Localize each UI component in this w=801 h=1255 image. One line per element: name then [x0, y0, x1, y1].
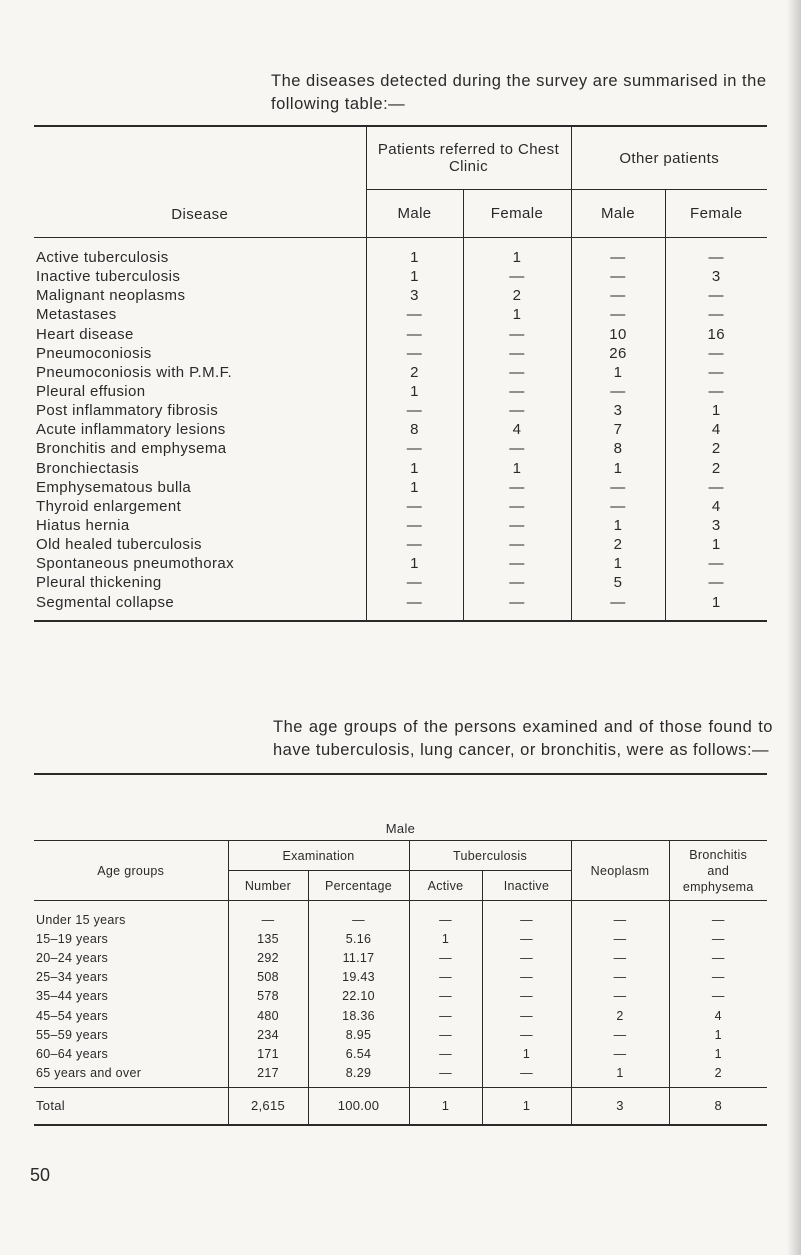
- number-cell: 171: [228, 1045, 308, 1064]
- disease-name: Heart disease: [36, 325, 134, 343]
- inactive-cell: —: [482, 930, 571, 949]
- number-cell: 508: [228, 968, 308, 987]
- number-cell: —: [228, 901, 308, 931]
- active-cell: —: [409, 1026, 482, 1045]
- active-cell: —: [409, 968, 482, 987]
- cc-female-cell: —: [463, 325, 571, 344]
- op-male-cell: 26: [571, 344, 665, 363]
- op-male-cell: —: [571, 593, 665, 621]
- op-male-header: Male: [571, 190, 665, 238]
- cc-male-cell: 3: [366, 286, 463, 305]
- disease-name: Emphysematous bulla: [36, 478, 192, 496]
- active-cell: 1: [409, 930, 482, 949]
- bronchitis-cell: 4: [669, 1006, 767, 1025]
- op-male-cell: 8: [571, 439, 665, 458]
- op-male-cell: 10: [571, 325, 665, 344]
- male-header: Male: [34, 774, 767, 841]
- cc-female-cell: —: [463, 593, 571, 621]
- neoplasm-cell: —: [571, 949, 669, 968]
- table-row: [34, 987, 767, 1006]
- disease-name: Acute inflammatory lesions: [36, 421, 226, 439]
- neoplasm-cell: —: [571, 1045, 669, 1064]
- cc-female-cell: 1: [463, 305, 571, 324]
- inactive-cell: —: [482, 1064, 571, 1088]
- total-number-cell: 2,615: [228, 1087, 308, 1125]
- op-female-cell: —: [665, 286, 767, 305]
- table-row: [34, 420, 767, 439]
- percentage-cell: 5.16: [308, 930, 409, 949]
- cc-male-cell: —: [366, 593, 463, 621]
- op-female-cell: —: [665, 554, 767, 573]
- op-female-cell: 1: [665, 593, 767, 621]
- percentage-cell: —: [308, 901, 409, 931]
- cc-female-cell: —: [463, 535, 571, 554]
- cc-male-header: Male: [366, 190, 463, 238]
- tuberculosis-header: Tuberculosis: [409, 841, 571, 871]
- cc-female-cell: —: [463, 344, 571, 363]
- percentage-cell: 11.17: [308, 949, 409, 968]
- op-female-cell: 16: [665, 325, 767, 344]
- neoplasm-header: Neoplasm: [571, 841, 669, 901]
- cc-male-cell: —: [366, 535, 463, 554]
- percentage-cell: 8.95: [308, 1026, 409, 1045]
- bronchitis-cell: 1: [669, 1045, 767, 1064]
- table-row: [34, 593, 767, 621]
- neoplasm-cell: —: [571, 1026, 669, 1045]
- cc-male-cell: 1: [366, 267, 463, 286]
- table-row: [34, 573, 767, 592]
- percentage-cell: 8.29: [308, 1064, 409, 1088]
- active-cell: —: [409, 949, 482, 968]
- op-female-cell: —: [665, 305, 767, 324]
- cc-female-cell: 4: [463, 420, 571, 439]
- age-group-label: 65 years and over: [36, 1065, 142, 1080]
- cc-male-cell: 1: [366, 554, 463, 573]
- active-cell: —: [409, 901, 482, 931]
- bronchitis-cell: —: [669, 949, 767, 968]
- inactive-cell: —: [482, 987, 571, 1006]
- op-male-cell: 1: [571, 459, 665, 478]
- table-row: [34, 1064, 767, 1088]
- op-male-cell: —: [571, 286, 665, 305]
- cc-female-cell: —: [463, 497, 571, 516]
- disease-name: Post inflammatory fibrosis: [36, 402, 219, 420]
- op-male-cell: —: [571, 305, 665, 324]
- table-row: [34, 344, 767, 363]
- chest-clinic-header: Patients referred to Chest Clinic: [366, 126, 571, 190]
- number-cell: 292: [228, 949, 308, 968]
- op-female-cell: 4: [665, 420, 767, 439]
- neoplasm-cell: —: [571, 968, 669, 987]
- age-group-label: 45–54 years: [36, 1008, 109, 1023]
- cc-male-cell: 1: [366, 478, 463, 497]
- total-inactive-cell: 1: [482, 1087, 571, 1125]
- cc-male-cell: —: [366, 497, 463, 516]
- cc-female-cell: —: [463, 267, 571, 286]
- disease-name: Pleural thickening: [36, 574, 162, 592]
- cc-male-cell: —: [366, 573, 463, 592]
- active-cell: —: [409, 1045, 482, 1064]
- age-groups-table: [34, 773, 767, 1126]
- op-female-cell: —: [665, 573, 767, 592]
- cc-male-cell: 1: [366, 238, 463, 268]
- cc-male-cell: —: [366, 305, 463, 324]
- table-row: [34, 901, 767, 931]
- age-group-label: 20–24 years: [36, 951, 109, 966]
- percentage-cell: 19.43: [308, 968, 409, 987]
- table-row: [34, 325, 767, 344]
- table-row: [34, 478, 767, 497]
- percentage-header: Percentage: [308, 871, 409, 901]
- disease-name: Malignant neoplasms: [36, 287, 186, 305]
- bronchitis-cell: —: [669, 987, 767, 1006]
- cc-female-cell: —: [463, 573, 571, 592]
- cc-female-header: Female: [463, 190, 571, 238]
- table-row: [34, 1045, 767, 1064]
- neoplasm-cell: 2: [571, 1006, 669, 1025]
- age-group-label: 35–44 years: [36, 989, 109, 1004]
- op-female-cell: 1: [665, 401, 767, 420]
- number-cell: 135: [228, 930, 308, 949]
- inactive-cell: —: [482, 968, 571, 987]
- bronchitis-cell: 1: [669, 1026, 767, 1045]
- table-row: [34, 949, 767, 968]
- op-male-cell: —: [571, 382, 665, 401]
- disease-name: Old healed tuberculosis: [36, 536, 202, 554]
- cc-female-cell: 1: [463, 459, 571, 478]
- op-female-cell: —: [665, 478, 767, 497]
- inactive-cell: —: [482, 1026, 571, 1045]
- cc-female-cell: 2: [463, 286, 571, 305]
- bronchitis-cell: —: [669, 901, 767, 931]
- active-header: Active: [409, 871, 482, 901]
- age-groups-header: Age groups: [34, 841, 228, 901]
- disease-name: Hiatus hernia: [36, 517, 130, 535]
- table-row: [34, 930, 767, 949]
- op-female-cell: 3: [665, 267, 767, 286]
- age-group-label: Under 15 years: [36, 913, 126, 928]
- table-row: [34, 363, 767, 382]
- active-cell: —: [409, 1064, 482, 1088]
- table-row: [34, 238, 767, 268]
- op-male-cell: 1: [571, 516, 665, 535]
- table-row: [34, 439, 767, 458]
- active-cell: —: [409, 987, 482, 1006]
- op-female-cell: 3: [665, 516, 767, 535]
- op-male-cell: —: [571, 267, 665, 286]
- number-cell: 234: [228, 1026, 308, 1045]
- table-row: [34, 497, 767, 516]
- neoplasm-cell: 1: [571, 1064, 669, 1088]
- op-male-cell: 7: [571, 420, 665, 439]
- disease-name: Pleural effusion: [36, 383, 146, 401]
- bronchitis-cell: 2: [669, 1064, 767, 1088]
- disease-name: Spontaneous pneumothorax: [36, 555, 235, 573]
- percentage-cell: 22.10: [308, 987, 409, 1006]
- bronchitis-header: Bronchitis and emphysema: [669, 841, 767, 901]
- table-row: [34, 267, 767, 286]
- inactive-cell: —: [482, 1006, 571, 1025]
- percentage-cell: 18.36: [308, 1006, 409, 1025]
- op-female-header: Female: [665, 190, 767, 238]
- diseases-table: [34, 125, 767, 622]
- op-female-cell: —: [665, 238, 767, 268]
- intro-paragraph-1: The diseases detected during the survey are summarised in the following table:—: [271, 72, 767, 113]
- op-male-cell: 2: [571, 535, 665, 554]
- disease-header: Disease: [34, 126, 366, 238]
- disease-name: Pneumoconiosis with P.M.F.: [36, 363, 233, 381]
- cc-female-cell: —: [463, 363, 571, 382]
- number-cell: 578: [228, 987, 308, 1006]
- cc-male-cell: 1: [366, 382, 463, 401]
- other-patients-header: Other patients: [571, 126, 767, 190]
- op-male-cell: —: [571, 497, 665, 516]
- cc-male-cell: 1: [366, 459, 463, 478]
- inactive-cell: 1: [482, 1045, 571, 1064]
- active-cell: —: [409, 1006, 482, 1025]
- number-header: Number: [228, 871, 308, 901]
- cc-male-cell: 2: [366, 363, 463, 382]
- page-number: 50: [30, 1165, 51, 1185]
- age-group-label: 25–34 years: [36, 970, 109, 985]
- table-row: [34, 516, 767, 535]
- bronchitis-cell: —: [669, 930, 767, 949]
- number-cell: 217: [228, 1064, 308, 1088]
- cc-male-cell: —: [366, 439, 463, 458]
- cc-female-cell: —: [463, 554, 571, 573]
- op-male-cell: 5: [571, 573, 665, 592]
- cc-male-cell: —: [366, 344, 463, 363]
- disease-name: Inactive tuberculosis: [36, 268, 181, 286]
- disease-name: Pneumoconiosis: [36, 344, 152, 362]
- cc-male-cell: —: [366, 516, 463, 535]
- percentage-cell: 6.54: [308, 1045, 409, 1064]
- table-row: [34, 1006, 767, 1025]
- cc-male-cell: 8: [366, 420, 463, 439]
- inactive-cell: —: [482, 949, 571, 968]
- op-male-cell: 1: [571, 554, 665, 573]
- table-row: [34, 459, 767, 478]
- inactive-header: Inactive: [482, 871, 571, 901]
- age-group-label: 60–64 years: [36, 1046, 109, 1061]
- inactive-cell: —: [482, 901, 571, 931]
- cc-female-cell: —: [463, 516, 571, 535]
- op-male-cell: 3: [571, 401, 665, 420]
- age-group-label: 15–19 years: [36, 932, 109, 947]
- cc-female-cell: —: [463, 382, 571, 401]
- table-row: [34, 554, 767, 573]
- number-cell: 480: [228, 1006, 308, 1025]
- table-row: [34, 286, 767, 305]
- bronchitis-cell: —: [669, 968, 767, 987]
- table-row: [34, 968, 767, 987]
- cc-male-cell: —: [366, 401, 463, 420]
- op-female-cell: 2: [665, 459, 767, 478]
- cc-female-cell: 1: [463, 238, 571, 268]
- examination-header: Examination: [228, 841, 409, 871]
- page-edge-shadow: [787, 0, 801, 1255]
- disease-name: Active tuberculosis: [36, 249, 169, 267]
- table-row: [34, 1026, 767, 1045]
- disease-name: Segmental collapse: [34, 593, 366, 621]
- op-female-cell: —: [665, 363, 767, 382]
- op-female-cell: 1: [665, 535, 767, 554]
- total-row: [34, 1087, 767, 1125]
- cc-female-cell: —: [463, 439, 571, 458]
- table-row: [34, 401, 767, 420]
- disease-name: Bronchiectasis: [36, 459, 140, 477]
- neoplasm-cell: —: [571, 930, 669, 949]
- cc-male-cell: —: [366, 325, 463, 344]
- cc-female-cell: —: [463, 401, 571, 420]
- cc-female-cell: —: [463, 478, 571, 497]
- op-male-cell: 1: [571, 363, 665, 382]
- disease-name: Metastases: [36, 306, 117, 324]
- op-male-cell: —: [571, 238, 665, 268]
- age-group-label: 55–59 years: [36, 1027, 109, 1042]
- disease-name: Thyroid enlargement: [36, 497, 182, 515]
- total-bronchitis-cell: 8: [669, 1087, 767, 1125]
- op-female-cell: 4: [665, 497, 767, 516]
- neoplasm-cell: —: [571, 901, 669, 931]
- op-male-cell: —: [571, 478, 665, 497]
- table-row: [34, 535, 767, 554]
- op-female-cell: 2: [665, 439, 767, 458]
- total-label: Total: [34, 1087, 228, 1125]
- total-neoplasm-cell: 3: [571, 1087, 669, 1125]
- neoplasm-cell: —: [571, 987, 669, 1006]
- op-female-cell: —: [665, 344, 767, 363]
- total-percentage-cell: 100.00: [308, 1087, 409, 1125]
- table-row: [34, 305, 767, 324]
- table-row: [34, 382, 767, 401]
- op-female-cell: —: [665, 382, 767, 401]
- intro-paragraph-2: The age groups of the persons examined and of those found to have tuberculosis, lung cancer, or bronchitis, were as follows:—: [273, 718, 773, 759]
- total-active-cell: 1: [409, 1087, 482, 1125]
- disease-name: Bronchitis and emphysema: [36, 440, 227, 458]
